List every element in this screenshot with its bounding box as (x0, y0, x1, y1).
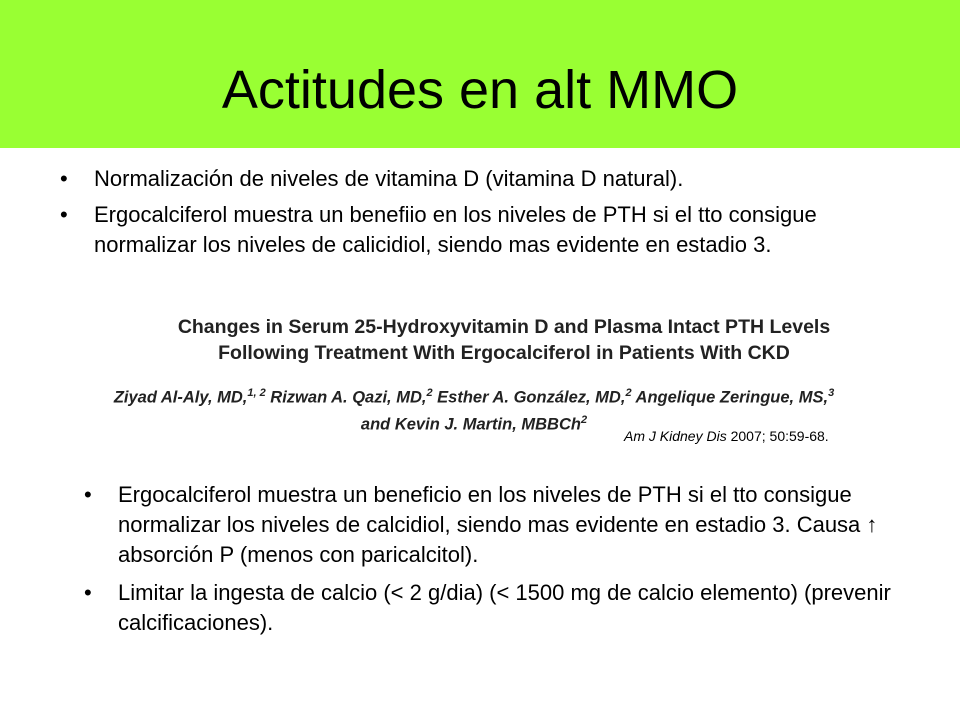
author-affiliation: 2 (580, 413, 588, 426)
author-affiliation: 2 (426, 387, 433, 399)
citation (624, 427, 829, 445)
slide-title: Actitudes en alt MMO (221, 60, 739, 120)
top-bullet-list (60, 164, 894, 266)
author-affiliation: 1, 2 (247, 387, 266, 399)
author-name: Angelique Zeringue, MS, (631, 388, 829, 407)
citation-year: 2007; (726, 428, 766, 444)
author-name: and Kevin J. Martin, MBBCh (360, 415, 581, 433)
citation-journal: Am J Kidney Dis (624, 428, 727, 444)
paper-title-line: Changes in Serum 25-Hydroxyvitamin D and Plasma Intact PTH Levels (177, 316, 831, 338)
author-name: Esther A. González, MD, (432, 388, 626, 407)
citation-volume: 50:59-68. (765, 428, 829, 444)
bullet-dot: • (60, 202, 68, 227)
author-name: Rizwan A. Qazi, MD, (265, 388, 427, 407)
bullet-dot: • (84, 580, 92, 605)
bullet-dot: • (84, 482, 92, 507)
bullet-item (84, 578, 938, 638)
bullet-item (84, 480, 938, 570)
bullet-text: Ergocalciferol muestra un benefiio en los niveles de PTH si el tto consigue normalizar los niveles de calicidiol, siendo mas evidente en estadio 3. (94, 202, 817, 257)
bottom-bullet-list (84, 480, 938, 646)
author-affiliation: 2 (625, 387, 632, 399)
paper-header-image (104, 314, 904, 433)
bullet-item (60, 200, 894, 260)
up-arrow-icon: ↑ (866, 512, 878, 537)
bullet-dot: • (60, 166, 68, 191)
bullet-text: Limitar la ingesta de calcio (< 2 g/dia) (< 1500 mg de calcio elemento) (prevenir calcificaciones). (118, 580, 891, 635)
author-affiliation: 3 (828, 387, 835, 399)
bullet-text: Ergocalciferol muestra un beneficio en los niveles de PTH si el tto consigue normalizar los niveles de calcidiol, siendo mas evidente en estadio 3. Causa (118, 482, 861, 537)
paper-title (104, 314, 904, 366)
paper-title-line: Following Treatment With Ergocalciferol in Patients With CKD (218, 342, 790, 364)
bullet-text: absorción P (menos con paricalcitol). (118, 542, 479, 567)
author-name: Ziyad Al-Aly, MD, (113, 388, 248, 407)
bullet-item (60, 164, 894, 194)
bullet-text: Normalización de niveles de vitamina D (vitamina D natural). (94, 166, 684, 191)
